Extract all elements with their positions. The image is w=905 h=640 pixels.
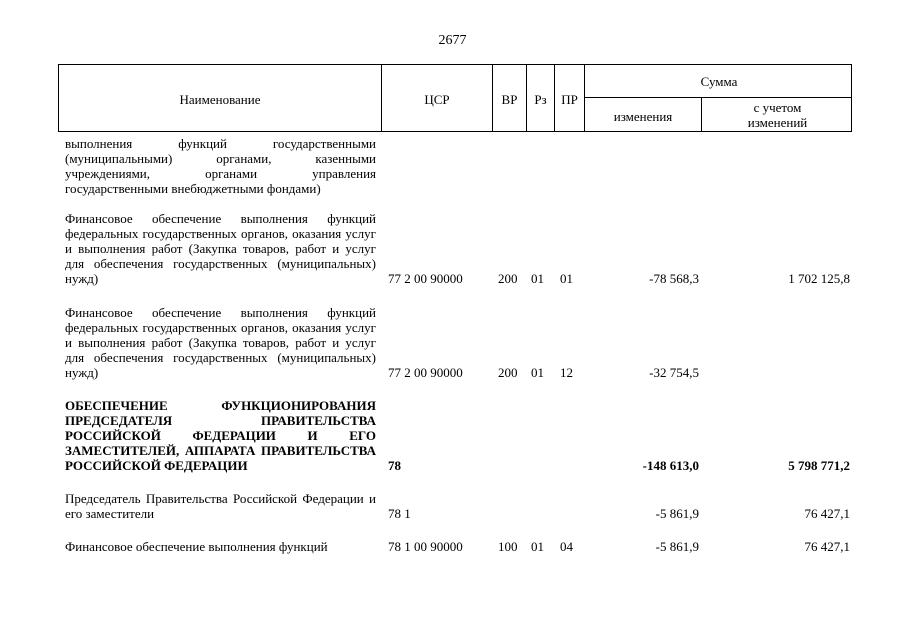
row-name: Финансовое обеспечение выполнения функций федеральных государственных органов, оказания услуг и выполнения работ (Закупка товаров, работ и услуг для обеспечения государственных (муниципальных) нужд): [65, 305, 376, 380]
table-row: [58, 136, 852, 196]
row-change: -5 861,9: [655, 506, 699, 521]
header-vr: ВР: [501, 92, 518, 107]
row-csr: 78 1: [388, 506, 411, 521]
row-vr: 200: [498, 271, 518, 286]
header-with-change-line2: изменений: [747, 115, 808, 130]
table-body: [58, 132, 852, 554]
row-vr: 200: [498, 365, 518, 380]
header-name: Наименование: [179, 92, 261, 107]
table-header: [58, 64, 852, 132]
page-number: 2677: [438, 33, 467, 48]
table-row: [58, 305, 852, 380]
row-csr: 77 2 00 90000: [388, 271, 463, 286]
header-with-change: [702, 100, 853, 130]
row-csr: 78 1 00 90000: [388, 539, 463, 554]
row-total: 76 427,1: [804, 539, 850, 554]
table-row: [58, 539, 852, 554]
row-name: Финансовое обеспечение выполнения функций федеральных государственных органов, оказания услуг и выполнения работ (Закупка товаров, работ и услуг для обеспечения государственных (муниципальных) нужд): [65, 211, 376, 286]
row-name: Председатель Правительства Российской Федерации и его заместители: [65, 491, 376, 521]
row-vr: 100: [498, 539, 518, 554]
row-name: выполнения функций государственными (муниципальными) органами, казенными учреждениями, органами управления государственными внебюджетными фондами): [65, 136, 376, 196]
table-row: [58, 211, 852, 286]
row-pr: 04: [560, 539, 573, 554]
row-change: -148 613,0: [642, 458, 699, 473]
row-rz: 01: [531, 539, 544, 554]
row-pr: 01: [560, 271, 573, 286]
row-change: -32 754,5: [649, 365, 699, 380]
row-divider: [584, 97, 851, 98]
header-sum: Сумма: [700, 74, 738, 89]
row-change: -5 861,9: [655, 539, 699, 554]
header-csr: ЦСР: [424, 92, 450, 107]
row-rz: 01: [531, 271, 544, 286]
header-with-change-line1: с учетом: [753, 100, 802, 115]
row-change: -78 568,3: [649, 271, 699, 286]
header-pr: ПР: [561, 92, 578, 107]
row-name: Финансовое обеспечение выполнения функций: [65, 539, 328, 554]
table-row: [58, 491, 852, 521]
header-change: изменения: [613, 109, 673, 124]
header-rz: Рз: [534, 92, 547, 107]
row-name: ОБЕСПЕЧЕНИЕ ФУНКЦИОНИРОВАНИЯ ПРЕДСЕДАТЕЛЯ ПРАВИТЕЛЬСТВА РОССИЙСКОЙ ФЕДЕРАЦИИ И ЕГО ЗАМЕСТИТЕЛЕЙ, АППАРАТА ПРАВИТЕЛЬСТВА РОССИЙСКОЙ ФЕДЕРАЦИИ: [65, 398, 376, 473]
row-total: 1 702 125,8: [788, 271, 850, 286]
row-total: 76 427,1: [804, 506, 850, 521]
row-pr: 12: [560, 365, 573, 380]
table-row: [58, 398, 852, 473]
row-rz: 01: [531, 365, 544, 380]
row-csr: 77 2 00 90000: [388, 365, 463, 380]
row-csr: 78: [388, 458, 401, 473]
row-total: 5 798 771,2: [788, 458, 850, 473]
